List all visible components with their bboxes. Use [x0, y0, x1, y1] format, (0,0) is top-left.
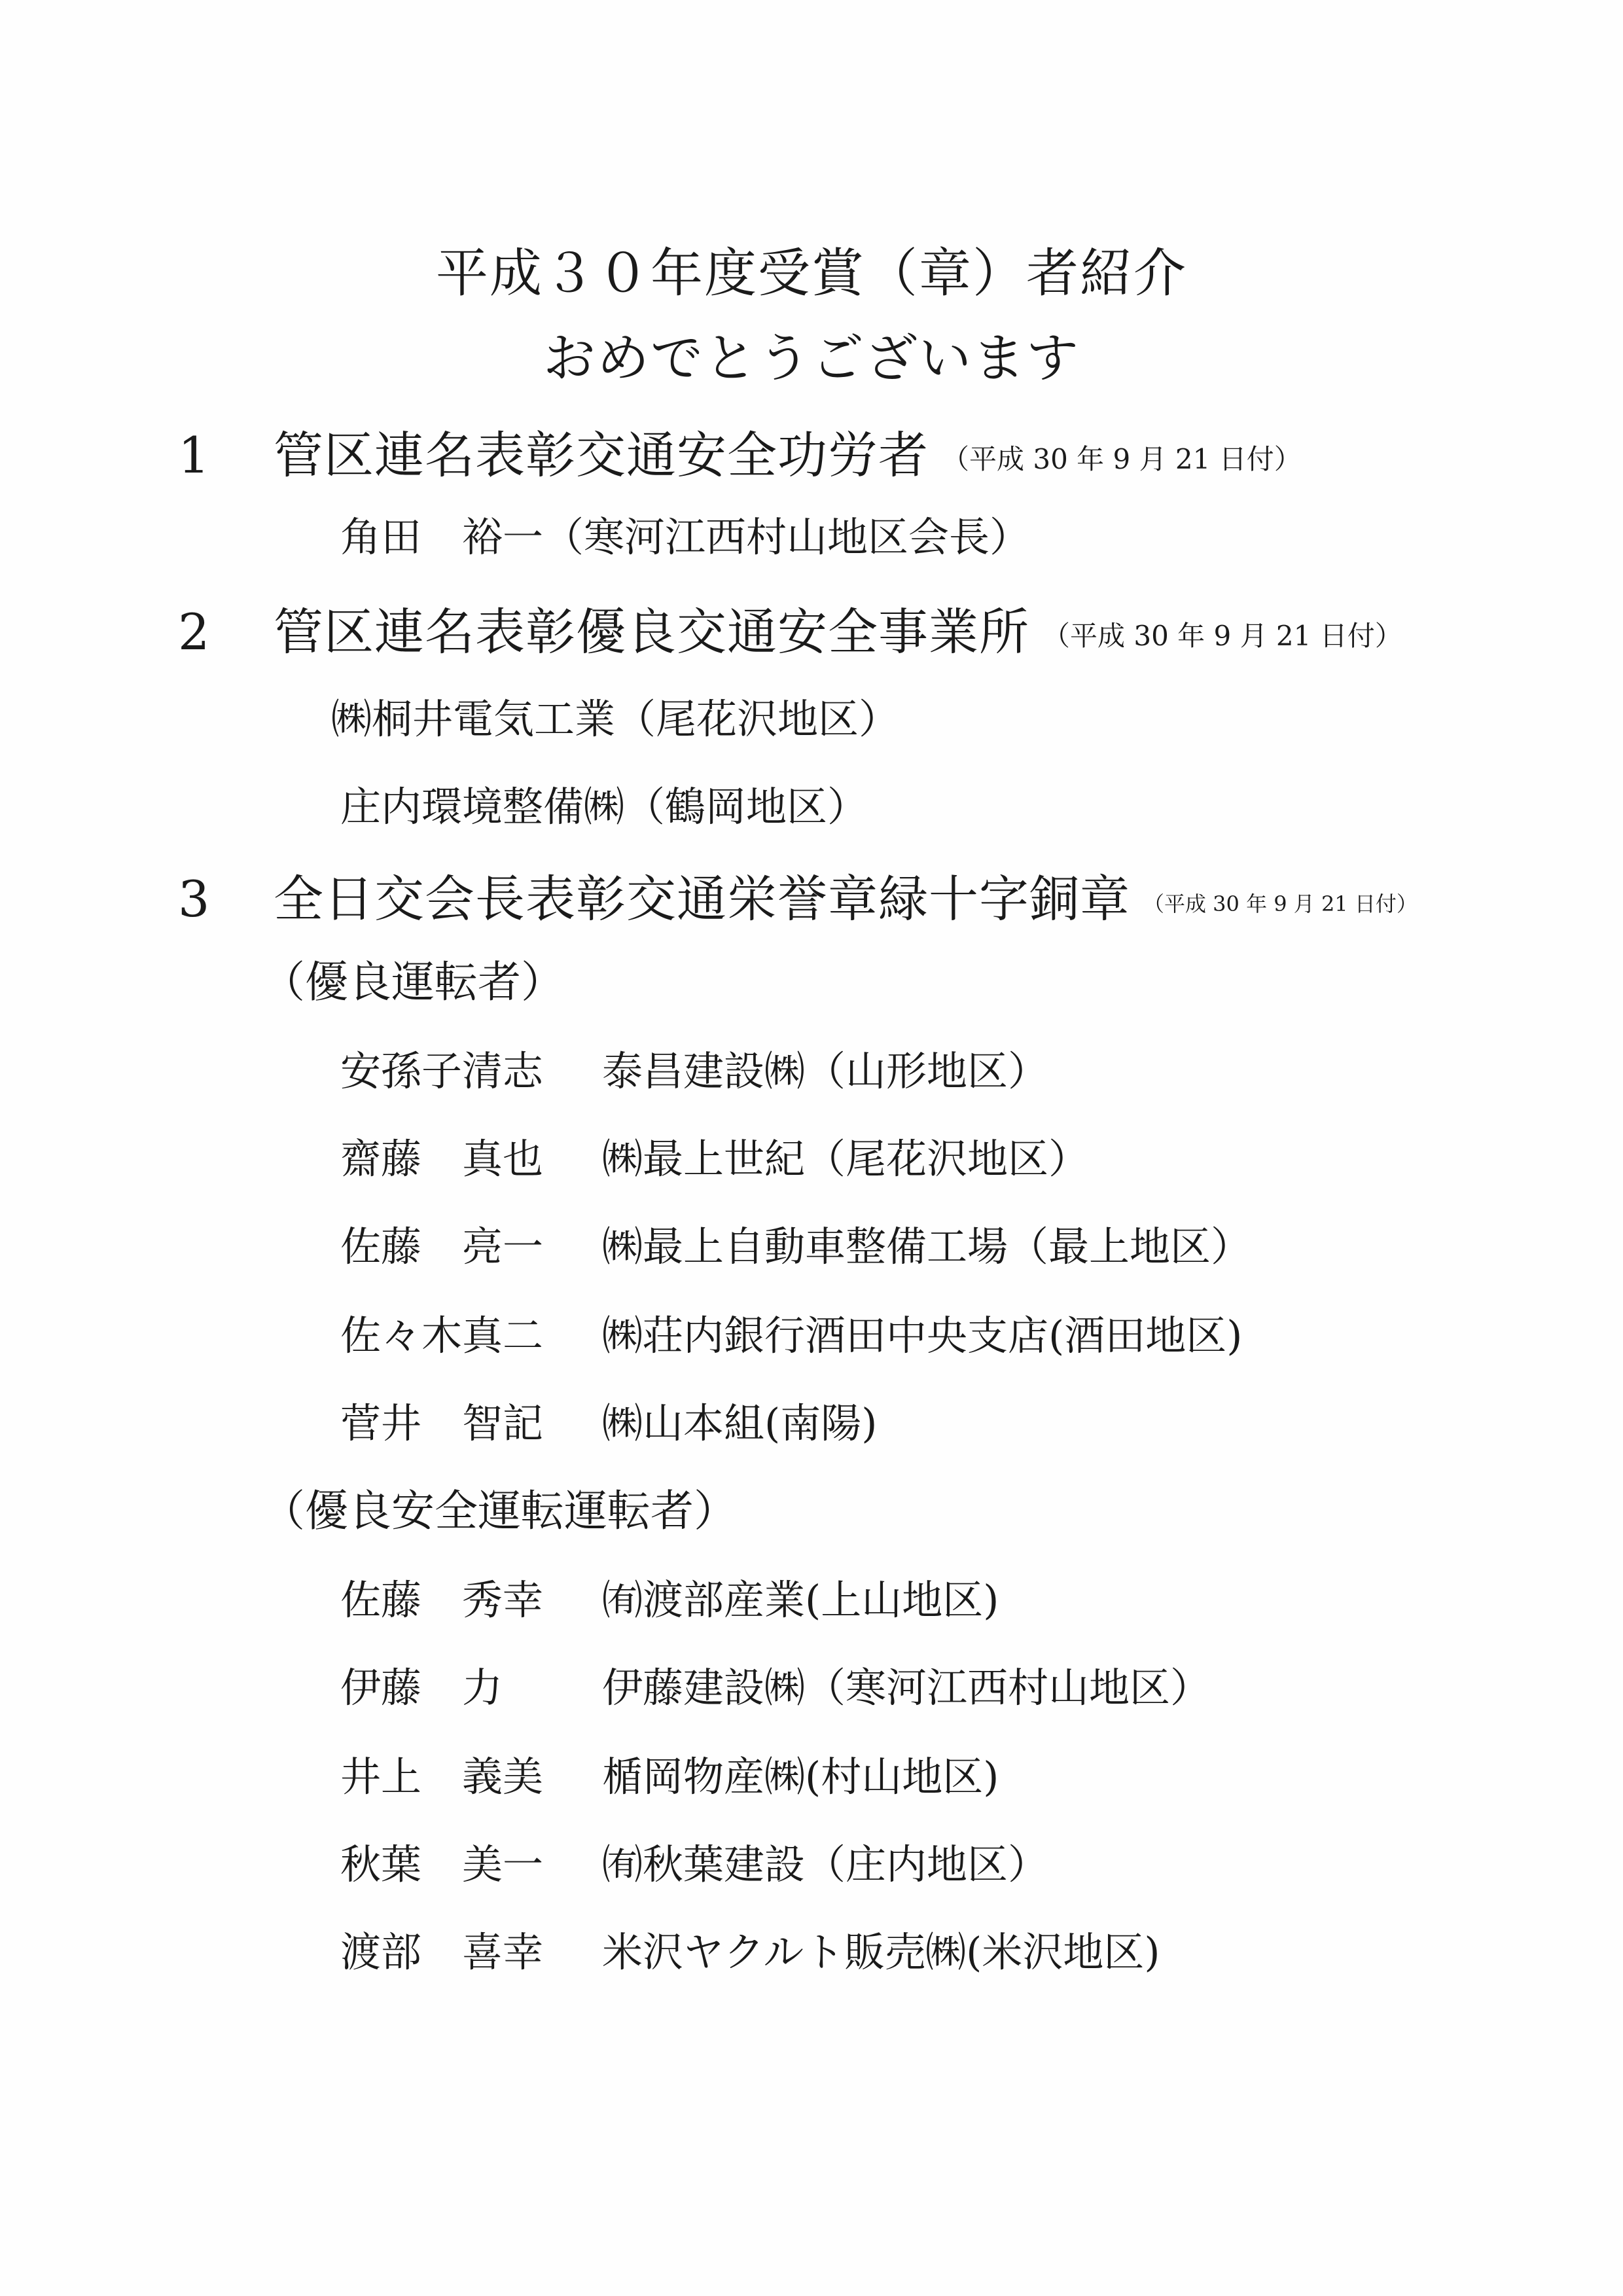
section-title: 全日交会長表彰交通栄誉章緑十字銅章 （平成 30 年 9 月 21 日付） [274, 870, 1418, 928]
section-number: 1 [178, 426, 210, 484]
section-title: 管区連名表彰交通安全功労者 （平成 30 年 9 月 21 日付） [274, 426, 1302, 484]
document-title: 平成３０年度受賞（章）者紹介 [436, 243, 1187, 304]
category-label: （優良安全運転運転者） [262, 1486, 737, 1536]
document-page: 平成３０年度受賞（章）者紹介 おめでとうございます 1 管区連名表彰交通安全功労者 （平成 30 年 9 月 21 日付） 角田 裕一（寒河江西村山地区会長） 2 管区連名表彰優良交通安全事業所 （平成 30 年 9 月 21 日付） ㈱桐井電気工業（尾花沢地区） 庄内環境整備㈱（鶴岡地区） 3 全日交会長表彰交通栄誉章緑十字銅章 （平成 30 年 9 月 21 日付） （優良運転者） 安孫子清志 泰昌建設㈱（山形地区） 齋藤 真也 ㈱最上世紀（尾花沢地区） 佐藤 亮一 ㈱最上自動車整備工場（最上地区） 佐々木真二 ㈱荘内銀行酒田中央支店(酒田地区) 菅井 智記 ㈱山本組(南陽) （優良安全運転運転者） 佐藤 秀幸 ㈲渡部産業(上山地区) 伊藤 力 伊藤建設㈱（寒河江西村山地区） 井上 義美 楯岡物産㈱(村山地区) 秋葉 美一 ㈲秋葉建設（庄内地区） 渡部 喜幸 米沢ヤクルト販売㈱(米沢地区) [0, 0, 1623, 2296]
document-subtitle: おめでとうございます [543, 328, 1080, 389]
section-date: （平成 30 年 9 月 21 日付） [1043, 620, 1402, 652]
section-number: 3 [178, 870, 210, 928]
section-number: 2 [178, 603, 210, 661]
section-date: （平成 30 年 9 月 21 日付） [942, 443, 1302, 475]
section-date: （平成 30 年 9 月 21 日付） [1143, 891, 1418, 916]
section-title: 管区連名表彰優良交通安全事業所 （平成 30 年 9 月 21 日付） [274, 603, 1402, 661]
category-label: （優良運転者） [262, 957, 564, 1007]
